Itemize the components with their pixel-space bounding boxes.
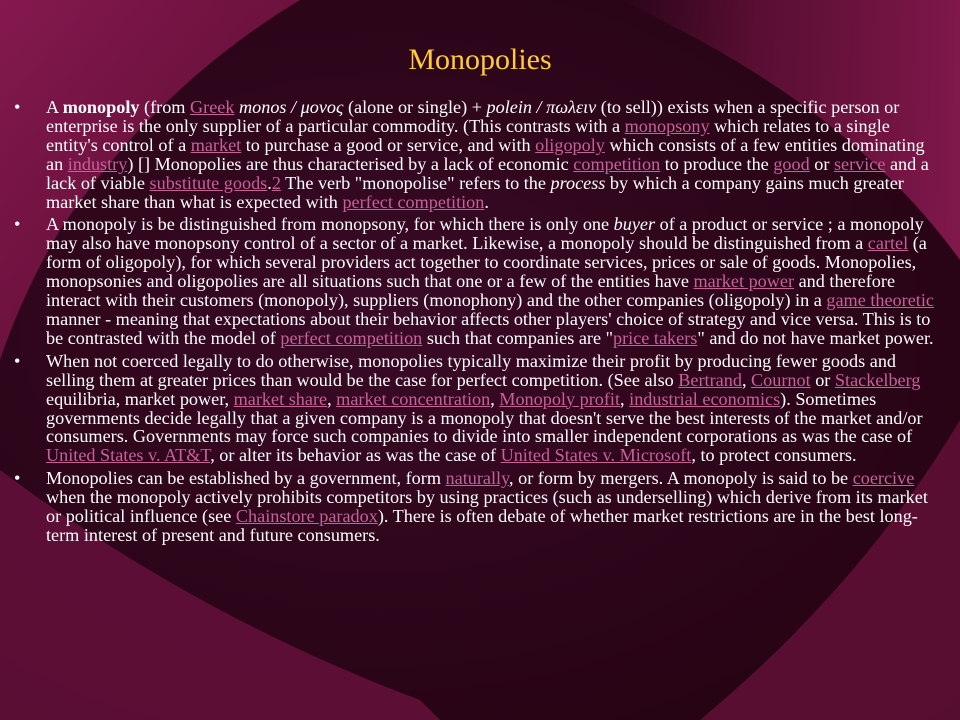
hyperlink[interactable]: market xyxy=(190,134,242,155)
italic-text: buyer xyxy=(613,214,656,235)
hyperlink[interactable]: price takers xyxy=(613,327,698,348)
body-text: , or form by mergers. A monopoly is said to be xyxy=(509,468,853,489)
italic-text: polein / πωλειν xyxy=(486,97,597,117)
body-text: When not coerced legally to do otherwise, monopolies typically maximize their profit by producing fewer goods and selling them at greater prices than would be the case for perfect competition. (See also xyxy=(46,350,897,390)
body-text: to purchase a good or service, and with xyxy=(241,134,536,155)
hyperlink[interactable]: good xyxy=(773,153,810,174)
hyperlink[interactable]: naturally xyxy=(445,468,509,489)
hyperlink[interactable]: industry xyxy=(67,153,128,174)
bullet-item xyxy=(14,215,946,347)
hyperlink[interactable]: service xyxy=(833,153,886,174)
hyperlink[interactable]: market power xyxy=(693,271,795,292)
bullet-item xyxy=(14,98,946,211)
body-text: manner - meaning that expectations about their behavior affects other players' choice of strategy and vice versa. This is to be contrasted with the model of xyxy=(46,308,931,348)
hyperlink[interactable]: coercive xyxy=(852,468,915,489)
body-text: " and do not have market power. xyxy=(697,327,934,348)
body-text: which consists of a few entities dominating an xyxy=(46,134,925,174)
hyperlink[interactable]: market share xyxy=(233,388,328,409)
hyperlink[interactable]: oligopoly xyxy=(535,134,605,155)
hyperlink[interactable]: 2 xyxy=(271,172,281,193)
italic-text: monos / μονος xyxy=(239,97,344,117)
hyperlink[interactable]: Cournot xyxy=(751,369,811,390)
bullet-item xyxy=(14,352,946,465)
body-text: of a product or service ; a monopoly may also have monopsony control of a sector of a market. Likewise, a monopoly should be distinguished from a xyxy=(46,214,924,254)
hyperlink[interactable]: United States v. AT&T xyxy=(46,445,211,466)
hyperlink[interactable]: monopsony xyxy=(624,115,710,136)
hyperlink[interactable]: substitute goods xyxy=(149,172,268,193)
body-text: when the monopoly actively prohibits competitors by using practices (such as underselling) which derive from its market or political influence (see xyxy=(46,487,928,527)
body-text: A monopoly is be distinguished from monopsony, for which there is only one xyxy=(46,214,614,235)
body-text: , to protect consumers. xyxy=(691,445,857,466)
body-text: or xyxy=(810,369,835,390)
body-text: (alone or single) + xyxy=(343,97,487,117)
hyperlink[interactable]: Bertrand xyxy=(678,369,742,390)
hyperlink[interactable]: competition xyxy=(573,153,661,174)
hyperlink[interactable]: industrial economics xyxy=(629,388,781,409)
hyperlink[interactable]: Chainstore paradox xyxy=(235,506,378,527)
body-text: by which a company gains much greater market share than what is expected with xyxy=(46,172,904,212)
hyperlink[interactable]: United States v. Microsoft xyxy=(500,445,692,466)
body-text: (a form of oligopoly), for which several providers act together to coordinate services, prices or sale of goods. Monopolies, monopsonies and oligopolies are all situations such that one or a few of the entities have xyxy=(46,233,927,292)
body-text: . xyxy=(484,191,489,212)
body-text: equilibria, market power, xyxy=(46,388,234,409)
hyperlink[interactable]: game theoretic xyxy=(826,290,934,311)
bullet-item xyxy=(14,469,946,545)
body-text: , xyxy=(741,369,752,390)
hyperlink[interactable]: perfect competition xyxy=(280,327,423,348)
body-text: Monopolies can be established by a government, form xyxy=(46,468,446,489)
bold-term: monopoly xyxy=(62,97,140,117)
body-text: to produce the xyxy=(660,153,774,174)
italic-text: process xyxy=(550,172,606,193)
body-text: and therefore interact with their customers (monopoly), suppliers (monophony) and the other companies (oligopoly) in a xyxy=(46,271,896,311)
body-text: (to sell)) exists when a specific person or enterprise is the only supplier of a particular commodity. (This contrasts with a xyxy=(46,97,900,136)
bullet-list xyxy=(14,98,946,549)
hyperlink[interactable]: market concentration xyxy=(336,388,491,409)
hyperlink[interactable]: Greek xyxy=(190,97,235,117)
body-text: , xyxy=(490,388,500,409)
hyperlink[interactable]: cartel xyxy=(867,233,909,254)
body-text: The verb "monopolise" refers to the xyxy=(280,172,551,193)
slide-title: Monopolies xyxy=(408,43,552,76)
body-text: or xyxy=(809,153,834,174)
body-text: such that companies are " xyxy=(422,327,614,348)
body-text: which relates to a single entity's control of a xyxy=(46,115,890,155)
hyperlink[interactable]: Monopoly profit xyxy=(499,388,621,409)
body-text: ). There is often debate of whether market restrictions are in the best long-term interest of present and future consumers. xyxy=(46,506,918,545)
body-text: A xyxy=(46,97,63,117)
body-text: and a lack of viable xyxy=(46,153,929,193)
body-text: . xyxy=(267,172,272,193)
body-text: , xyxy=(620,388,630,409)
body-text: , or alter its behavior as was the case of xyxy=(210,445,501,466)
body-text: , xyxy=(327,388,337,409)
body-text: ) [] Monopolies are thus characterised by a lack of economic xyxy=(127,153,574,174)
hyperlink[interactable]: Stackelberg xyxy=(834,369,921,390)
body-text: ). Sometimes governments decide legally that a given company is a monopoly that doesn't serve the best interests of the market and/or consumers. Governments may force such companies to divide into smaller independent corporations as was the case of xyxy=(46,388,923,447)
body-text: (from xyxy=(139,97,191,117)
hyperlink[interactable]: perfect competition xyxy=(342,191,485,212)
